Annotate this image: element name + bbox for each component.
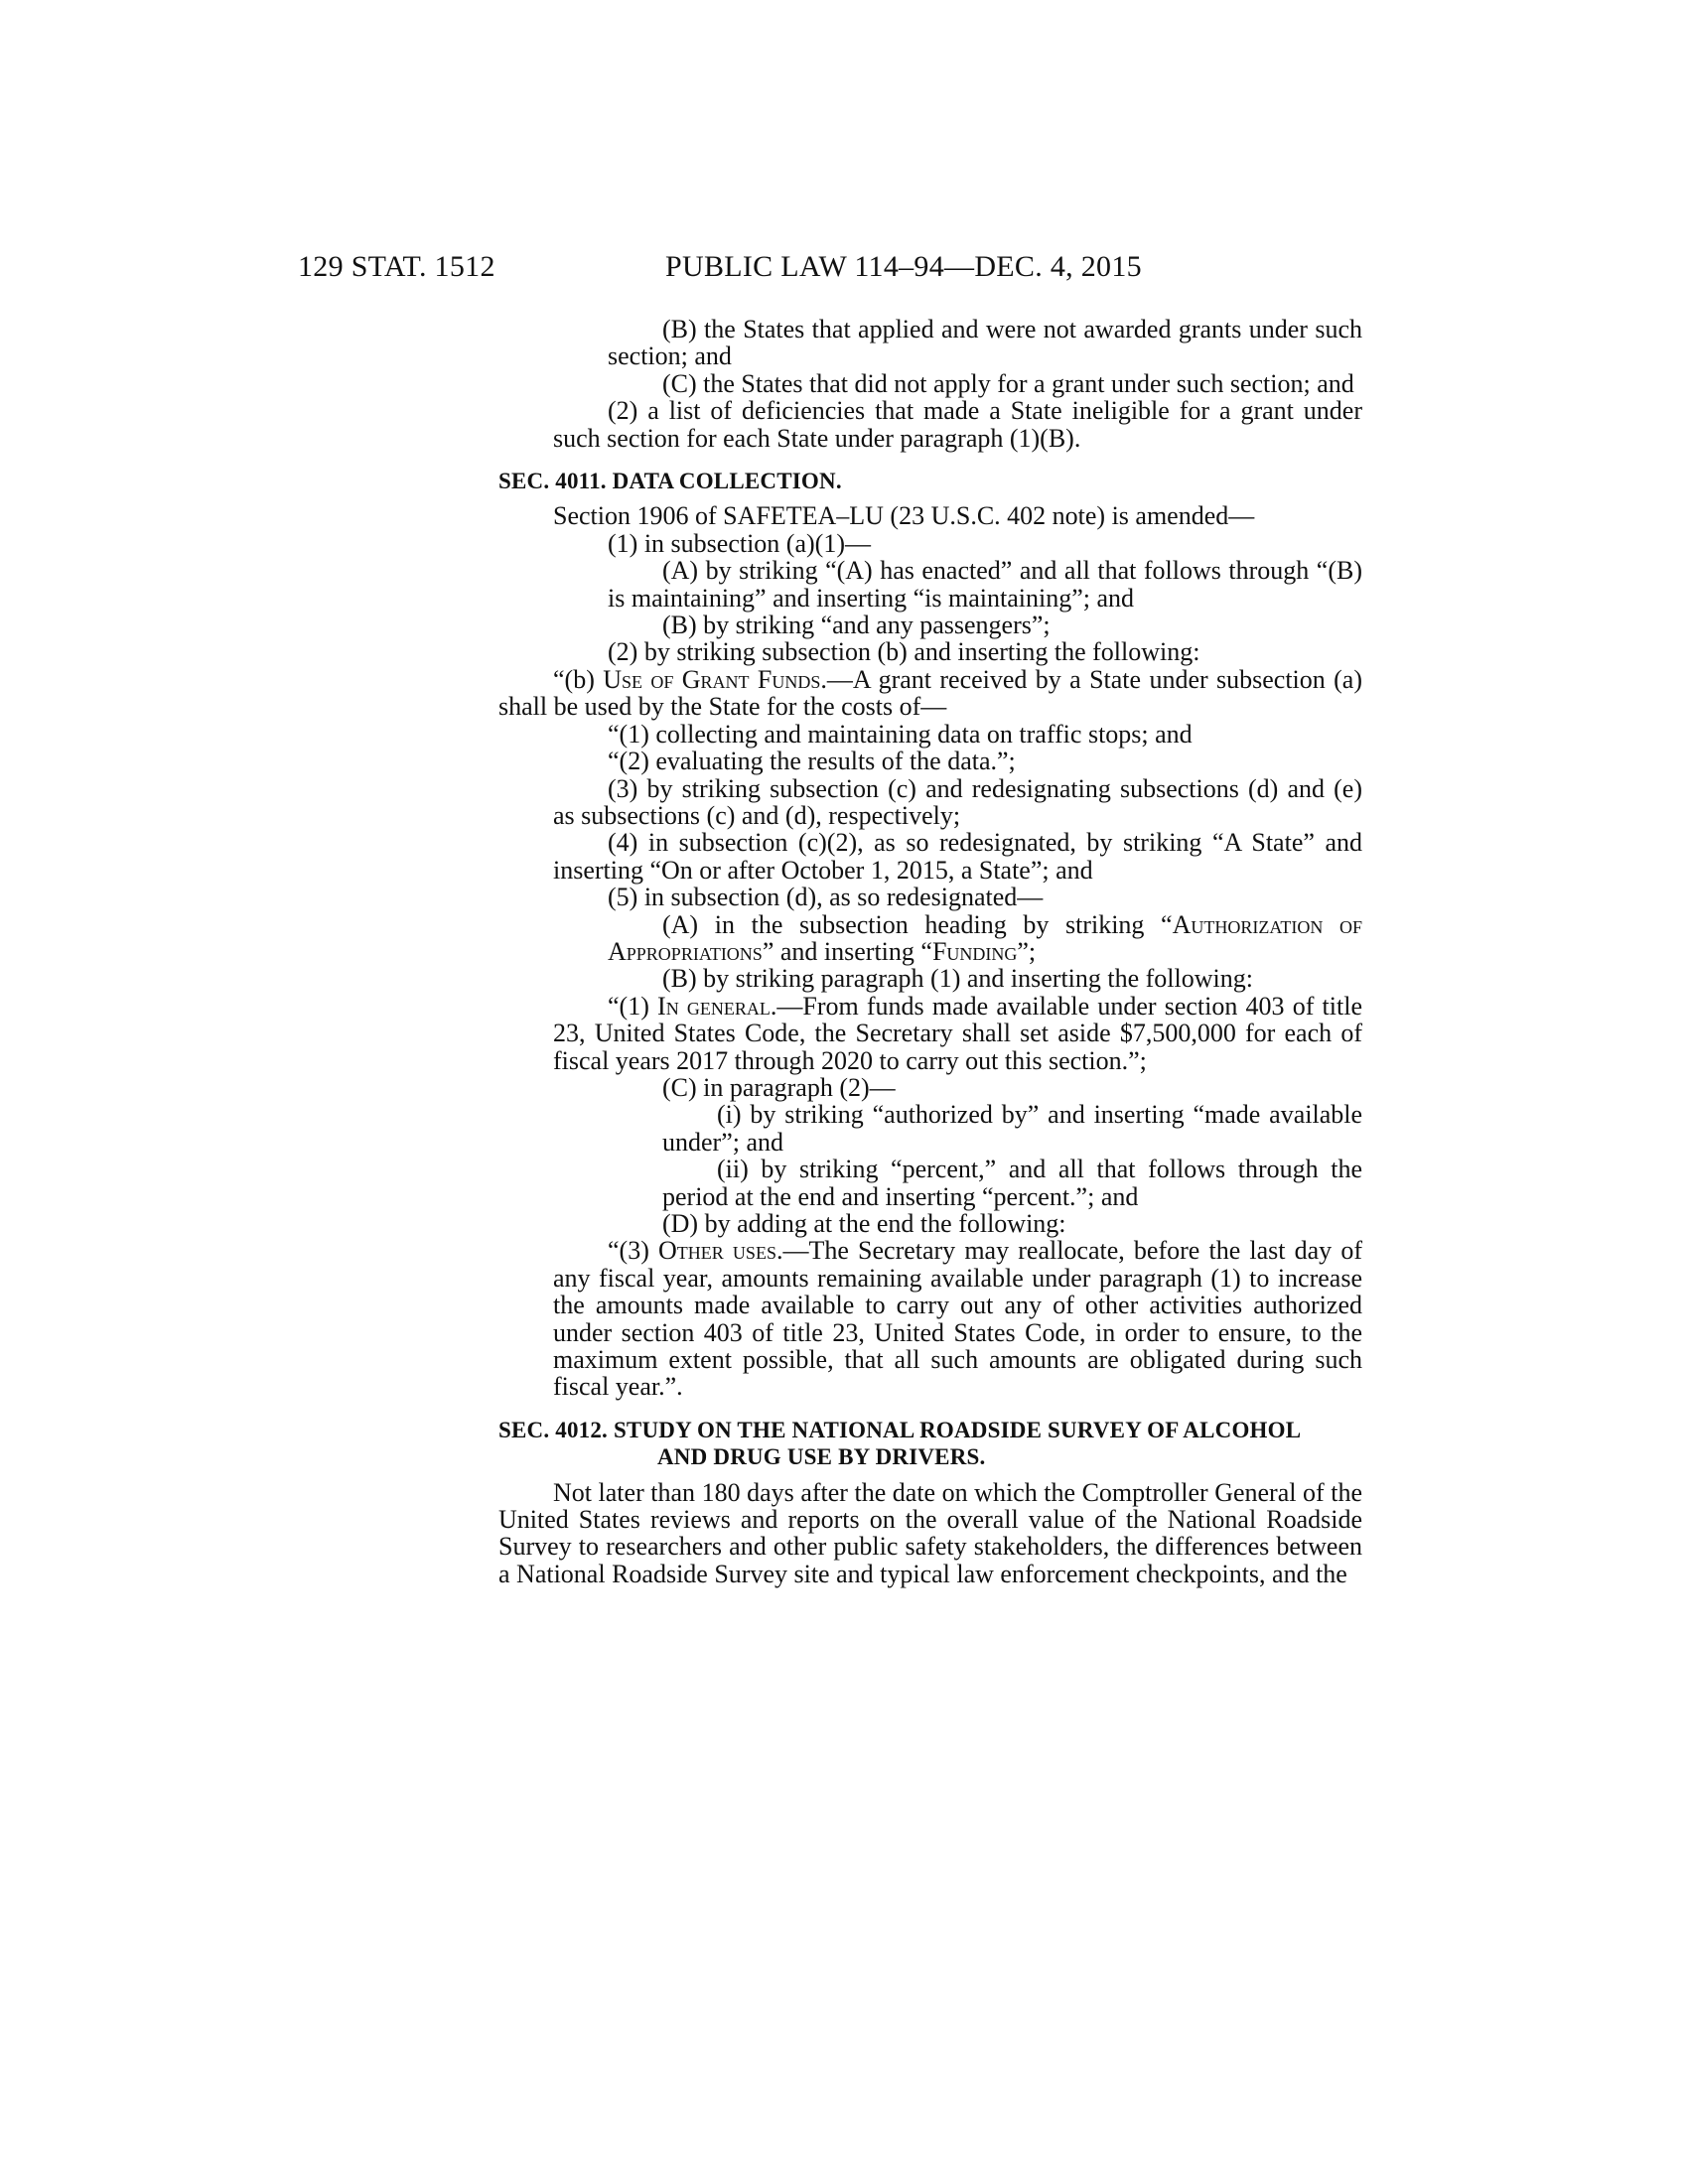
paragraph: (5) in subsection (d), as so redesignated— (608, 883, 1044, 912)
quoted-subsection-b (498, 666, 1362, 721)
subsection-heading-small-caps: Use of Grant Funds (603, 664, 821, 694)
quote-prefix: “(1) (608, 991, 658, 1021)
small-caps-text: In general (657, 991, 771, 1021)
quote-text: .—The Secretary may reallocate, before the last day of any fiscal year, amounts remaining available under paragraph (1) to increase the amounts made available to carry out any of other activities authorized under section 403 of title 23, United States Code, in order to ensure, to the maximum extent possible, that all such amounts are obligated during such fiscal year.”. (553, 1236, 1362, 1402)
section-heading-4011: SEC. 4011. DATA COLLECTION. (498, 469, 842, 494)
quote-text: .—From funds made available under section 403 of title 23, United States Code, the Secretary shall set aside $7,500,000 for each of fiscal years 2017 through 2020 to carry out this section.”; (553, 991, 1362, 1075)
paragraph: (2) a list of deficiencies that made a State ineligible for a grant under such section for each State under paragraph (1)(B). (553, 396, 1362, 453)
section-heading-line-2: AND DRUG USE BY DRIVERS. (657, 1444, 986, 1470)
paragraph: (B) by striking paragraph (1) and inserting the following: (662, 964, 1253, 994)
paragraph: (ii) by striking “percent,” and all that follows through the period at the end and inserting “percent.”; and (662, 1155, 1362, 1211)
paragraph: (C) the States that did not apply for a grant under such section; and (662, 368, 1354, 398)
small-caps-text: Other uses (658, 1236, 776, 1266)
paragraph: (4) in subsection (c)(2), as so redesignated, by striking “A State” and inserting “On or after October 1, 2015, a State”; and (553, 828, 1362, 885)
text-end: ”; (1017, 936, 1037, 966)
paragraph: (1) in subsection (a)(1)— (608, 528, 871, 558)
section-heading-line-1: SEC. 4012. STUDY ON THE NATIONAL ROADSIDE SURVEY OF ALCOHOL (498, 1417, 1302, 1442)
paragraph: (B) the States that applied and were not awarded grants under such section; and (608, 315, 1362, 371)
document-body (498, 316, 1362, 1587)
section-heading-4012 (498, 1417, 1362, 1471)
paragraph: (B) by striking “and any passengers”; (662, 611, 1051, 640)
quoted-paragraph-1 (498, 993, 1362, 1074)
paragraph: (C) in paragraph (2)— (662, 1072, 896, 1102)
paragraph: (D) by adding at the end the following: (662, 1209, 1066, 1238)
quote-prefix: “(b) (553, 664, 604, 694)
small-caps-text: Authorization of Appropriations (608, 909, 1362, 966)
paragraph: (A) by striking “(A) has enacted” and all that follows through “(B) is maintaining” and inserting “is maintaining”; and (608, 556, 1362, 613)
quote-prefix: “(3) (608, 1236, 659, 1266)
paragraph-heading-strike (498, 911, 1362, 966)
small-caps-text: Funding (931, 936, 1018, 966)
paragraph: (3) by striking subsection (c) and redesignating subsections (d) and (e) as subsections (c) and (d), respectively; (553, 773, 1362, 830)
paragraph: Not later than 180 days after the date on which the Comptroller General of the United States reviews and reports on the overall value of the National Roadside Survey to researchers and other public safety stakeholders, the differences between a National Roadside Survey site and typical law enforcement checkpoints, and the (498, 1477, 1362, 1588)
paragraph: “(1) collecting and maintaining data on traffic stops; and (608, 719, 1193, 749)
public-law-citation: PUBLIC LAW 114–94—DEC. 4, 2015 (665, 250, 1142, 283)
quoted-paragraph-3 (498, 1237, 1362, 1400)
statute-page-number: 129 STAT. 1512 (298, 250, 495, 283)
quote-text: .—A grant received by a State under subsection (a) shall be used by the State for the costs of— (498, 664, 1363, 722)
paragraph: (2) by striking subsection (b) and inserting the following: (608, 637, 1200, 667)
paragraph: (i) by striking “authorized by” and inserting “made available under”; and (662, 1100, 1362, 1157)
text-mid: ” and inserting “ (762, 936, 932, 966)
paragraph: “(2) evaluating the results of the data.”; (608, 747, 1016, 776)
text-prefix: (A) in the subsection heading by striking “ (662, 909, 1173, 939)
page-header (298, 250, 1390, 290)
paragraph: Section 1906 of SAFETEA–LU (23 U.S.C. 402 note) is amended— (553, 501, 1255, 531)
